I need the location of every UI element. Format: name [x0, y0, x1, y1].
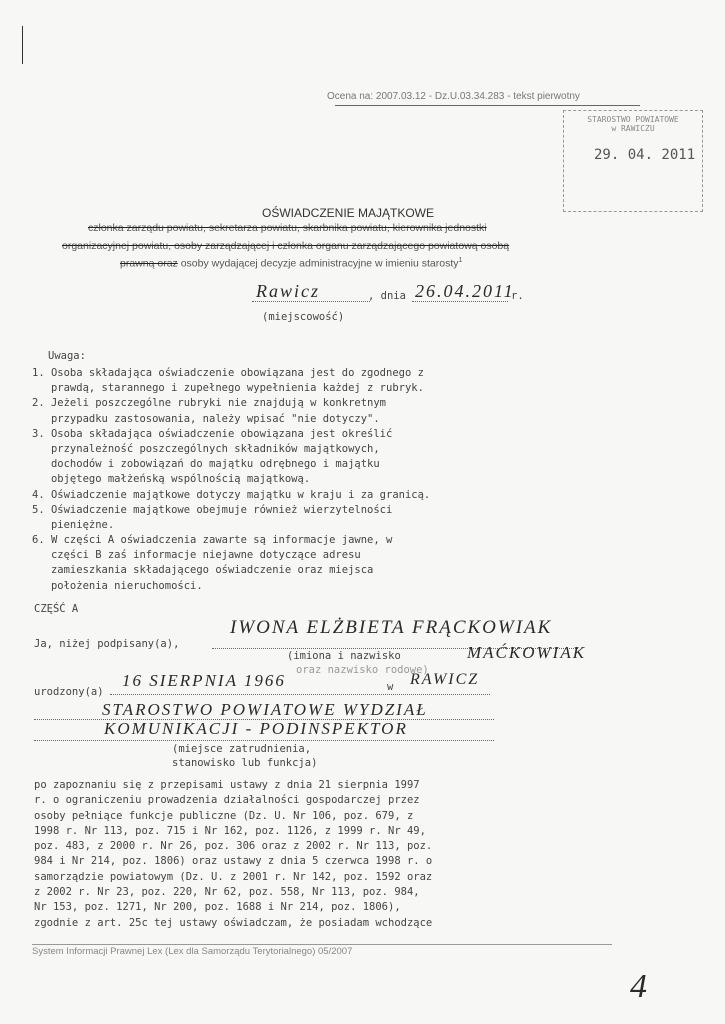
part-a-heading: CZĘŚĆ A — [34, 603, 79, 615]
uwaga-line: objętego małżeńską wspólnością majątkową. — [32, 473, 311, 486]
uwaga-line: dochodów i zobowiązań do majątku odrębnego i majątku — [32, 458, 380, 471]
uwaga-line: 6. W części A oświadczenia zawarte są informacje jawne, w — [32, 534, 393, 547]
urodzony-label: urodzony(a) — [34, 686, 104, 698]
handwritten-date: 26.04.2011 — [415, 281, 515, 301]
body-line: 984 i Nr 214, poz. 1806) oraz ustawy z dnia 5 czerwca 1998 r. o — [34, 855, 433, 868]
body-line: Nr 153, poz. 1271, Nr 200, poz. 1688 i Nr 214, poz. 1806), — [34, 901, 401, 914]
place-caption: (miejscowość) — [262, 311, 345, 323]
body-line: po zapoznaniu się z przepisami ustawy z dnia 21 sierpnia 1997 — [34, 779, 420, 791]
work-caption-1: (miejsce zatrudnienia, — [172, 743, 312, 755]
header-ocena: Ocena na: 2007.03.12 - Dz.U.03.34.283 - tekst pierwotny — [327, 91, 580, 102]
stamp-line1: STAROSTWO POWIATOWE — [587, 115, 679, 124]
header-rule — [335, 105, 640, 106]
uwaga-line: części B zaś informacje niejawne dotyczące adresu — [32, 549, 361, 562]
w-label: w — [387, 681, 394, 693]
struck-line-3 — [120, 257, 462, 270]
body-line: z 2002 r. Nr 23, poz. 220, Nr 62, poz. 558, Nr 113, poz. 984, — [34, 886, 420, 899]
year-suffix: r. — [511, 290, 524, 302]
stamp-line2: w RAWICZU — [611, 124, 655, 133]
uwaga-line: 3. Osoba składająca oświadczenie obowiązana jest określić — [32, 427, 393, 440]
body-line: osoby pełniące funkcje publiczne (Dz. U. Nr 106, poz. 679, z — [34, 809, 414, 822]
body-line: poz. 483, z 2000 r. Nr 26, poz. 306 oraz z 2002 r. Nr 113, poz. — [34, 840, 433, 853]
uwaga-line: przynależność poszczególnych składników majątkowych, — [32, 442, 380, 455]
uwaga-line: 4. Oświadczenie majątkowe dotyczy majątku w kraju i za granicą. — [32, 488, 431, 501]
stamp-date: 29. 04. 2011 — [594, 147, 696, 163]
birth-underline — [110, 694, 490, 695]
work-underline-2 — [34, 740, 494, 741]
place-underline — [252, 301, 370, 302]
office-stamp — [563, 110, 703, 212]
uwaga-line: przypadku zastosowania, należy wpisać "nie dotyczy". — [32, 412, 380, 425]
body-line: r. o ograniczeniu prowadzenia działalności gospodarczej przez — [34, 794, 420, 807]
handwritten-place: Rawicz — [256, 281, 320, 301]
handwritten-workplace-2: KOMUNIKACJI - PODINSPEKTOR — [104, 719, 408, 738]
body-line: zgodnie z art. 25c tej ustawy oświadczam, że posiadam wchodzące — [34, 916, 433, 929]
uwaga-line: pieniężne. — [32, 518, 115, 531]
uwaga-line: zamieszkania składającego oświadczenie oraz miejsca — [32, 564, 374, 577]
uwaga-line: prawdą, starannego i zupełnego wypełnienia każdej z rubryk. — [32, 382, 424, 395]
uwaga-line: 1. Osoba składająca oświadczenie obowiązana jest do zgodnego z — [32, 367, 424, 379]
page-mark: 4 — [630, 968, 647, 1005]
footer-source: System Informacji Prawnej Lex (Lex dla Samorządu Terytorialnego) 05/2007 — [32, 946, 353, 957]
name-caption-2: oraz nazwisko rodowe) — [296, 664, 429, 676]
uwaga-line: 5. Oświadczenie majątkowe obejmuje również wierzytelności — [32, 503, 393, 516]
name-caption-1: (imiona i nazwisko — [287, 650, 401, 662]
uwaga-line: położenia nieruchomości. — [32, 579, 203, 592]
document-title: OŚWIADCZENIE MAJĄTKOWE — [262, 206, 435, 220]
starosty-text: osoby wydającej decyzje administracyjne w imieniu starosty — [177, 257, 459, 270]
handwritten-birth-date: 16 SIERPNIA 1966 — [122, 671, 286, 690]
date-underline — [412, 301, 508, 302]
work-caption-2: stanowisko lub funkcja) — [172, 757, 318, 769]
margin-mark — [22, 26, 23, 64]
footer-rule — [32, 944, 612, 945]
body-line: 1998 r. Nr 113, poz. 715 i Nr 162, poz. 1126, z 1999 r. Nr 49, — [34, 824, 426, 837]
handwritten-maiden-name: MAĆKOWIAK — [467, 643, 587, 662]
uwaga-list — [32, 366, 430, 594]
handwritten-birthplace: RAWICZ — [410, 671, 480, 688]
ja-label: Ja, niżej podpisany(a), — [34, 638, 180, 650]
body-paragraph — [34, 778, 432, 931]
dnia-label: , dnia — [368, 290, 406, 302]
struck-line-1: członka zarządu powiatu, sekretarza powiatu, skarbnika powiatu, kierownika jednostki — [88, 222, 487, 234]
handwritten-name: IWONA ELŻBIETA FRĄCKOWIAK — [230, 617, 553, 638]
struck-line-2: organizacyjnej powiatu, osoby zarządzającej i członka organu zarządzającego powiatową osobą — [62, 240, 510, 252]
uwaga-heading: Uwaga: — [48, 350, 86, 362]
uwaga-line: 2. Jeżeli poszczególne rubryki nie znajdują w konkretnym — [32, 397, 387, 410]
struck-part: prawną oraz — [120, 257, 178, 270]
handwritten-workplace-1: STAROSTWO POWIATOWE WYDZIAŁ — [102, 700, 428, 719]
footnote-mark: 1 — [458, 257, 463, 264]
body-line: samorządzie powiatowym (Dz. U. z 2001 r. Nr 142, poz. 1592 oraz — [34, 870, 433, 883]
